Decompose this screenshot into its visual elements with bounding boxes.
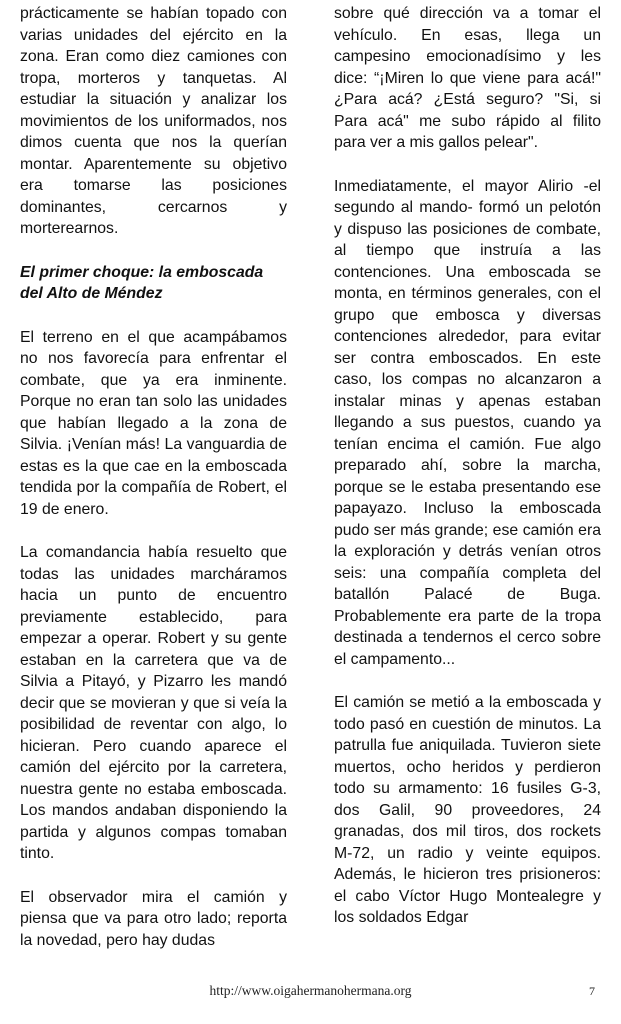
section-heading: El primer choque: la emboscada del Alto de Méndez [20,263,264,302]
paragraph: El camión se metió a la emboscada y todo pasó en cuestión de minutos. La patrulla fue aniquilada. Tuvieron siete muertos, ocho heridos y perdieron todo su armamento: 16 fusiles G-3, dos Galil, 90 proveedores, 24 granadas, dos mil tiros, dos rockets M-72, un radio y veinte equipos. Además, le hicieron tres prisioneros: el cabo Víctor Hugo Montealegre y los soldados Edgar [334,694,601,926]
footer-url-link[interactable]: http://www.oigahermanohermana.org [209,983,412,998]
paragraph: prácticamente se habían topado con varias unidades del ejército en la zona. Eran como diez camiones con tropa, morteros y tanquetas. Al estudiar la situación y analizar los movimientos de los uniformados, nos dimos cuenta que nos la querían montar. Aparentemente su objetivo era tomarse las posiciones dominantes, cercarnos y morterearnos. [20,5,287,237]
paragraph: Inmediatamente, el mayor Alirio -el segundo al mando- formó un pelotón y dispuso las posiciones de combate, al tiempo que instruía a las contenciones. Una emboscada se monta, en términos generales, con el grupo que embosca y diversas contenciones alrededor, para evitar ser contra emboscados. En este caso, los compas no alcanzaron a instalar minas y apenas estaban llegando a sus puestos, cuando ya tenían encima el camión. Fue algo preparado ahí, sobre la marcha, porque se le estaba presentando ese papayazo. Incluso la emboscada pudo ser más grande; ese camión era la exploración y detrás venían otros seis: una compañía completa del batallón Palacé de Buga. Probablemente era parte de la tropa destinada a tendernos el cerco sobre el campamento... [334,177,601,668]
paragraph: sobre qué dirección va a tomar el vehículo. En esas, llega un campesino emocionadísimo y les dice: “¡Miren lo que viene para acá!" ¿Para acá? ¿Está seguro? "Si, si Para acá" me subo rápido al filito para ver a mis gallos pelear". [334,5,601,151]
page-number: 7 [589,984,595,998]
paragraph: La comandancia había resuelto que todas las unidades marcháramos hacia un punto de encuentro previamente establecido, para empezar a operar. Robert y su gente estaban en la carretera que va de Silvia a Pitayó, y Pizarro les mandó decir que se movieran y que si veía la posibilidad de reventar con algo, lo hicieran. Pero cuando aparece el camión del ejército por la carretera, nuestra gente no estaba emboscada. Los mandos andaban disponiendo la partida y algunos compas tomaban tinto. [20,544,287,862]
left-column [20,3,287,973]
paragraph: El observador mira el camión y piensa que va para otro lado; reporta la novedad, pero hay dudas [20,888,287,949]
paragraph: El terreno en el que acampábamos no nos favorecía para enfrentar el combate, que ya era inminente. Porque no eran tan solo las unidades que habían llegado a la zona de Silvia. ¡Venían más! La vanguardia de estas es la que cae en la emboscada tendida por la compañía de Robert, el 19 de enero. [20,328,287,518]
right-column [334,3,601,951]
